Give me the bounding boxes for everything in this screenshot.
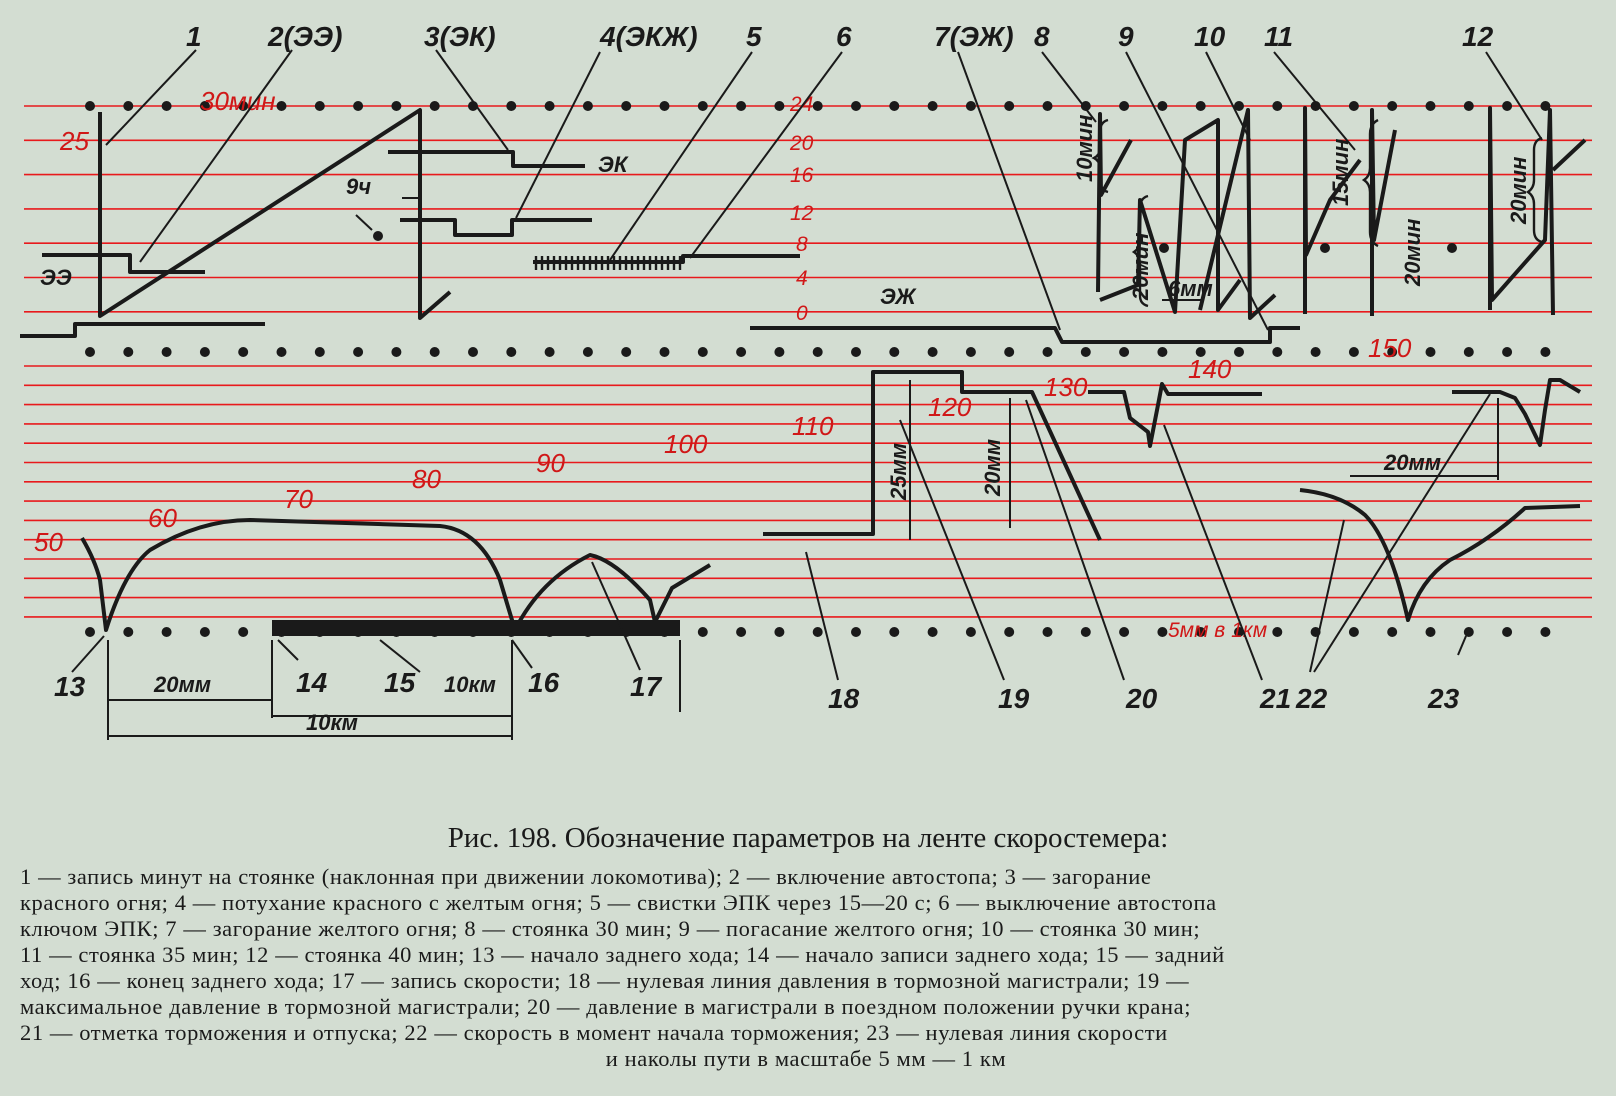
perforation-dot [468,347,478,357]
callout-7: 7(ЭЖ) [934,21,1014,52]
perforation-dot [583,347,593,357]
perforation-dot [1272,627,1282,637]
perforation-dot [1004,101,1014,111]
perforation-dot [1426,347,1436,357]
perforation-dot [1004,627,1014,637]
pressure-label: 20 [790,132,814,155]
signal-labels [40,152,917,309]
perforation-dot [583,101,593,111]
perforation-dot [889,627,899,637]
perforation-dot [277,347,287,357]
stop-trace-12b [1553,140,1585,170]
perforation-dot [966,347,976,357]
callout-19: 19 [998,683,1030,714]
callout-5: 5 [746,21,762,52]
callout-17: 17 [630,671,662,702]
hour-mark-dot [373,231,383,241]
perforation-dot [1081,347,1091,357]
callout-10: 10 [1194,21,1226,52]
callout-21: 21 [1260,683,1292,714]
label-ezh: ЭЖ [880,284,916,309]
pressure-scale [789,93,814,325]
callout-6: 6 [836,21,852,52]
pressure-label: 0 [796,302,808,325]
perforation-dot [621,101,631,111]
speed-label: 150 [1368,333,1412,363]
speed-label: 130 [1044,372,1088,402]
callout-2: 2(ЭЭ) [268,21,343,52]
perforation-dot [1196,101,1206,111]
perforation-dot [928,627,938,637]
perforation-dot [660,101,670,111]
pressure-label: 4 [796,267,808,290]
perforation-dot [660,347,670,357]
perforation-dot [774,627,784,637]
perforation-dot [1043,347,1053,357]
perforation-dot [1502,347,1512,357]
dim-10min: 10мин [1072,114,1097,182]
speed-scale [34,333,1412,642]
legend-line: красного огня; 4 — потухание красного с желтым огня; 5 — свистки ЭПК через 15—20 с; 6 — выключение автостопа [20,890,1217,915]
callout-9: 9 [1118,21,1134,52]
pressure-label: 16 [790,164,814,187]
mark-dot [1320,243,1330,253]
perforation-dot [889,101,899,111]
perforation-dot [1119,627,1129,637]
perforation-dot [85,101,95,111]
braking-trace-22 [1452,380,1580,445]
perforation-dot [1426,101,1436,111]
perforation-dot [928,347,938,357]
label-ee: ЭЭ [40,265,72,290]
pressure-label: 12 [790,202,814,225]
perforation-dot [315,101,325,111]
ezh-signal-trace [750,328,1300,342]
perforation-dot [736,627,746,637]
callout-14: 14 [296,667,328,698]
perforation-dot [123,347,133,357]
perforation-dot [430,347,440,357]
perforation-dot [1004,347,1014,357]
perforation-dot [506,101,516,111]
callout-23: 23 [1428,683,1460,714]
speed-trace-2 [1300,490,1580,620]
perforation-dot [391,347,401,357]
perforation-dot [889,347,899,357]
callout-18: 18 [828,683,860,714]
perforation-dot [1043,627,1053,637]
dim-10km: 10км [444,672,496,697]
perforation-dot [85,627,95,637]
perforation-dot [200,347,210,357]
perforation-dot [851,347,861,357]
callout-13: 13 [54,671,86,702]
speed-label: 50 [34,527,63,557]
pressure-label: 24 [790,93,814,116]
label-ek: ЭК [598,152,628,177]
hour-mark-label: 9ч [346,174,372,199]
legend-line: ключом ЭПК; 7 — загорание желтого огня; 8 — стоянка 30 мин; 9 — погасание желтого огня; 10 — стоянка 30 мин; [20,916,1201,941]
dimension-labels [153,115,1531,735]
dim-20min: 20мин [1128,232,1153,300]
perforation-dot [391,101,401,111]
perforation-dot [353,101,363,111]
perforation-dot [1043,101,1053,111]
perforation-dot [506,347,516,357]
legend-line: максимальное давление в тормозной магистрали; 20 — давление в магистрали в поездном положении ручки крана; [20,994,1192,1019]
perforation-dot [621,347,631,357]
perforation-dot [123,627,133,637]
speed-label: 100 [664,429,708,459]
callout-4: 4(ЭКЖ) [600,21,698,52]
perforation-dot [966,101,976,111]
perforation-dot [1464,627,1474,637]
perforation-dot [1311,347,1321,357]
perforation-dot [813,101,823,111]
dim-20min: 20мин [1506,156,1531,224]
perforation-dot [1464,101,1474,111]
callout-11: 11 [1264,21,1294,52]
perforation-dot [698,101,708,111]
perforation-dot [1502,101,1512,111]
perforation-dot [698,627,708,637]
dim-20mm: 20мм [1384,450,1442,475]
dim-15min: 15мин [1328,138,1353,206]
perforation-dot [966,627,976,637]
perforation-dot [1272,347,1282,357]
perforation-dot [1426,627,1436,637]
perforation-dot [315,347,325,357]
perforation-dot [430,101,440,111]
perforation-dot [123,101,133,111]
ek-signal-trace [388,152,585,166]
perforation-dot [1272,101,1282,111]
speed-label: 60 [148,503,177,533]
perforation-dot [736,101,746,111]
ekzh-signal-trace [400,220,592,235]
callout-15: 15 [384,667,416,698]
figure-legend [20,864,1592,1072]
figure-caption-title: Рис. 198. Обозначение параметров на ленте скоростемера: [447,822,1169,854]
perforation-dot [774,347,784,357]
perforation-dot [162,627,172,637]
base-line-left [20,324,265,336]
dim-10km: 10км [306,710,358,735]
perforation-dot [353,347,363,357]
legend-line: ход; 16 — конец заднего хода; 17 — запись скорости; 18 — нулевая линия давления в тормозной магистрали; 19 — [20,968,1190,993]
perforation-dot [1349,101,1359,111]
callout-3: 3(ЭК) [424,21,496,52]
time-label-25: 25 [60,126,89,156]
perforation-dot [1119,347,1129,357]
time-scale-labels [59,86,276,156]
perforation-dot [162,101,172,111]
dim-6mm: 6мм [1168,276,1213,301]
callout-8: 8 [1034,21,1050,52]
perforation-dot [851,627,861,637]
callout-20: 20 [1126,683,1158,714]
legend-line: 11 — стоянка 35 мин; 12 — стоянка 40 мин; 13 — начало заднего хода; 14 — начало записи заднего хода; 15 — задний [20,942,1225,967]
perforation-dot [1349,347,1359,357]
perforation-dot [928,101,938,111]
perforation-dot [1157,101,1167,111]
speed-label: 120 [928,392,972,422]
perforation-dot [813,347,823,357]
dim-20mm: 20мм [980,438,1005,496]
perforation-dot [277,101,287,111]
perforation-dot [545,101,555,111]
perforation-dot [1081,627,1091,637]
speed-label: 110 [792,411,834,441]
perforation-dot [85,347,95,357]
perforation-dot [238,347,248,357]
perforation-dot [1119,101,1129,111]
perforation-dot [736,347,746,357]
perforation-dot [1157,347,1167,357]
callout-1: 1 [186,21,202,52]
dim-25mm: 25мм [886,442,911,500]
perforation-dot [1387,627,1397,637]
perforation-dot [1502,627,1512,637]
speed-label: 70 [284,484,313,514]
legend-line: 21 — отметка торможения и отпуска; 22 — скорость в момент начала торможения; 23 — нулевая линия скорости [20,1020,1168,1045]
time-label-30min: 30мин [200,86,276,116]
perforation-dot [1540,627,1550,637]
speed-label: 140 [1188,354,1232,384]
perforation-dot [1157,627,1167,637]
callout-16: 16 [528,667,560,698]
pressure-label: 8 [796,233,808,256]
perforation-dot [1540,347,1550,357]
speed-label: 80 [412,464,441,494]
perforation-dot [162,347,172,357]
legend-line: 1 — запись минут на стоянке (наклонная при движении локомотива); 2 — включение автостопа; 3 — загорание [20,864,1152,889]
perforation-dot [1234,347,1244,357]
perforation-dot [545,347,555,357]
perforation-dot [813,627,823,637]
braking-mark-130 [1088,384,1262,446]
dim-20mm: 20мм [154,672,212,697]
perforation-dot [698,347,708,357]
callout-12: 12 [1462,21,1494,52]
mark-dot [1447,243,1457,253]
perforation-dot [1349,627,1359,637]
callout-numbers [54,21,1494,714]
minute-trace-1 [100,110,450,318]
perforation-dot [1464,347,1474,357]
perforation-dot [851,101,861,111]
callout-22: 22 [1296,683,1328,714]
speed-label: 90 [536,448,565,478]
dim-20min: 20мин [1400,218,1425,286]
perforation-dot [1387,101,1397,111]
legend-line: и наколы пути в масштабе 5 мм — 1 км [605,1046,1007,1071]
perforation-dot [774,101,784,111]
scale-note: 5мм в 1км [1168,619,1268,642]
perforation-dot [200,627,210,637]
perforation-dot [238,627,248,637]
mark-dot [1159,243,1169,253]
